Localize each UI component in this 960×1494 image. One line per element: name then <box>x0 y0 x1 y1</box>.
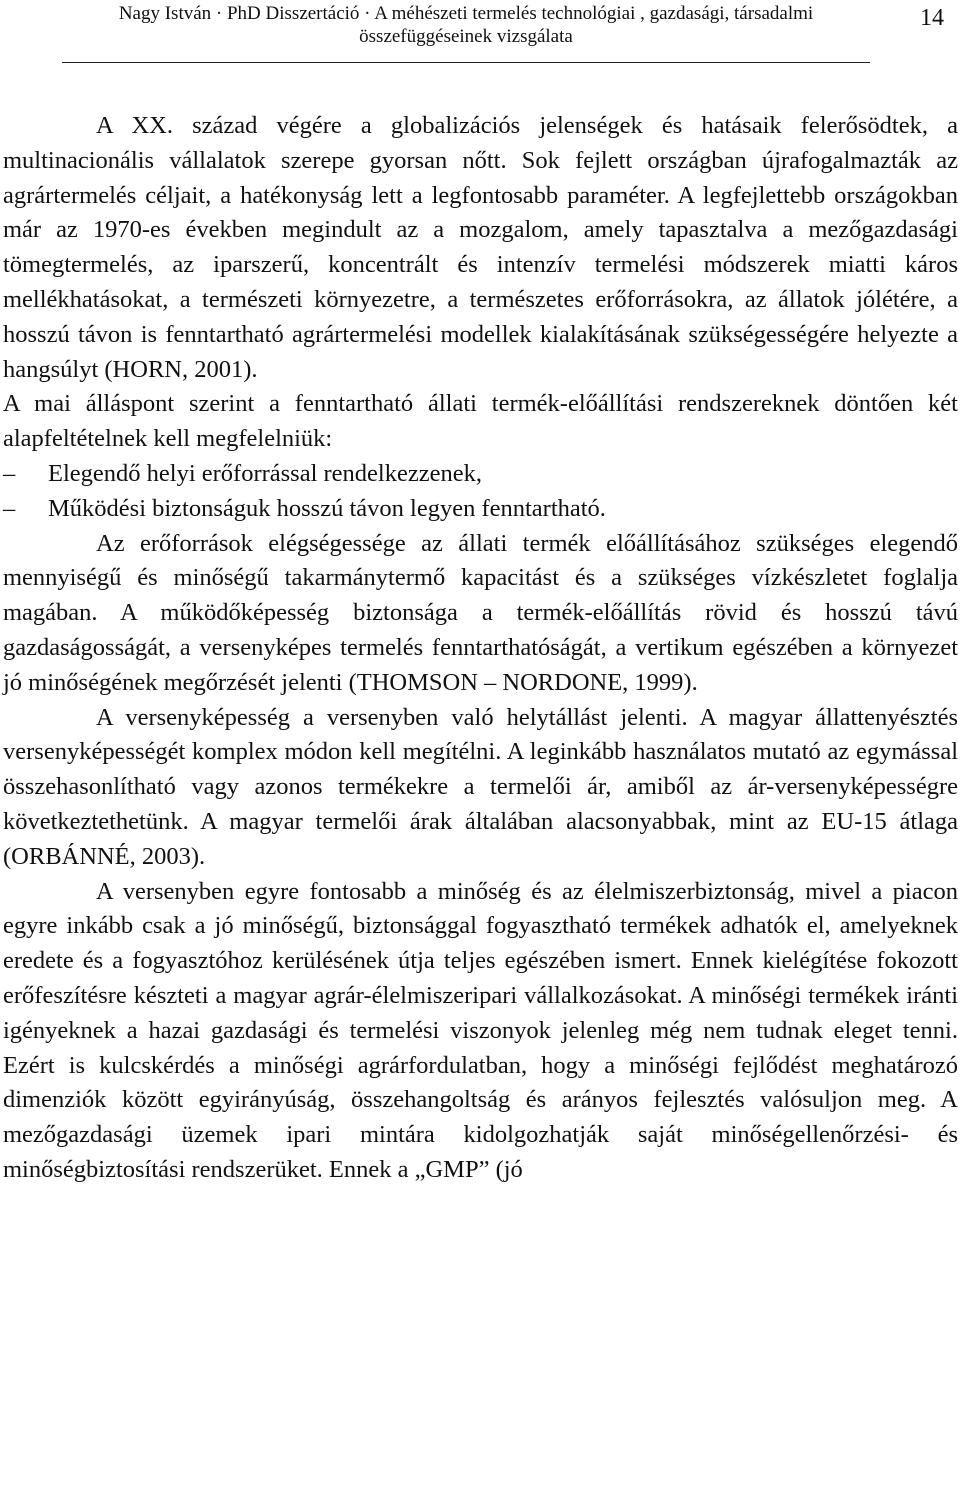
dash-bullet: – <box>3 494 16 522</box>
list-item-text: Elegendő helyi erőforrással rendelkezzenek, <box>48 459 482 487</box>
running-title: Nagy István · PhD Disszertáció · A méhészeti termelés technológiai , gazdasági, társadalmi összefüggéseinek vizsgálata <box>118 3 814 47</box>
paragraph-competitiveness: A versenyképesség a versenyben való helytállást jelenti. A magyar állattenyésztés versenyképességét komplex módon kell megítélni. A leginkább használatos mutató az egymással összehasonlítható vagy azonos termékekre a termelői ár, amiből az ár-versenyképességre következtethetünk. A magyar termelői árak általában alacsonyabbak, mint az EU-15 átlaga (ORBÁNNÉ, 2003). <box>3 703 958 870</box>
list-item-text: Működési biztonságuk hosszú távon legyen fenntartható. <box>48 494 606 522</box>
page-number: 14 <box>920 5 944 31</box>
condition-list <box>3 457 958 527</box>
paragraph-globalization: A XX. század végére a globalizációs jelenségek és hatásaik felerősödtek, a multinacionális vállalatok szerepe gyorsan nőtt. Sok fejlett országban újrafogalmazták az agrártermelés céljait, a hatékonyság lett a legfontosabb paraméter. A legfejlettebb országokban már az 1970-es években megindult az a mozgalom, amely tapasztalva a mezőgazdasági tömegtermelés, az iparszerű, koncentrált és intenzív termelési módszerek miatti káros mellékhatásokat, a természeti környezetre, a természetes erőforrásokra, az állatok jólétére, a hosszú távon is fenntartható agrártermelési modellek kialakításának szükségességére helyezte a hangsúlyt (HORN, 2001). <box>3 112 958 383</box>
paragraph-resources: Az erőforrások elégségessége az állati termék előállításához szükséges elegendő mennyiségű és minőségű takarmánytermő kapacitást és a szükséges vízkészletet foglalja magában. A működőképesség biztonsága a termék-előállítás rövid és hosszú távú gazdaságosságát, a versenyképes termelés fenntarthatóságát, a vertikum egészében a környezet jó minőségének megőrzését jelenti (THOMSON – NORDONE, 1999). <box>3 529 958 696</box>
header-rule <box>62 62 870 63</box>
list-item <box>3 492 958 527</box>
body-text <box>3 109 958 1188</box>
paragraph-sustainability-conditions: A mai álláspont szerint a fenntartható állati termék-előállítási rendszereknek döntően két alapfeltételnek kell megfelelniük: <box>3 390 958 453</box>
list-item <box>3 457 958 492</box>
page-header <box>62 0 870 66</box>
dash-bullet: – <box>3 459 16 487</box>
paragraph-quality: A versenyben egyre fontosabb a minőség és az élelmiszerbiztonság, mivel a piacon egyre inkább csak a jó minőségű, biztonsággal fogyasztható termékek adhatók el, amelyeknek eredete és a fogyasztóhoz kerülésének útja teljes egészében ismert. Ennek kielégítése fokozott erőfeszítésre készteti a magyar agrár-élelmiszeripari vállalkozásokat. A minőségi termékek iránti igényeknek a hazai gazdasági és termelési viszonyok jelenleg még nem tudnak eleget tenni. Ezért is kulcskérdés a minőségi agrárfordulatban, hogy a minőségi fejlődést meghatározó dimenziók között egyirányúság, összehangoltság és arányos fejlesztés valósuljon meg. A mezőgazdasági üzemek ipari mintára kidolgozhatják saját minőségellenőrzési- és minőségbiztosítási rendszerüket. Ennek a „GMP” (jó <box>3 877 958 1183</box>
